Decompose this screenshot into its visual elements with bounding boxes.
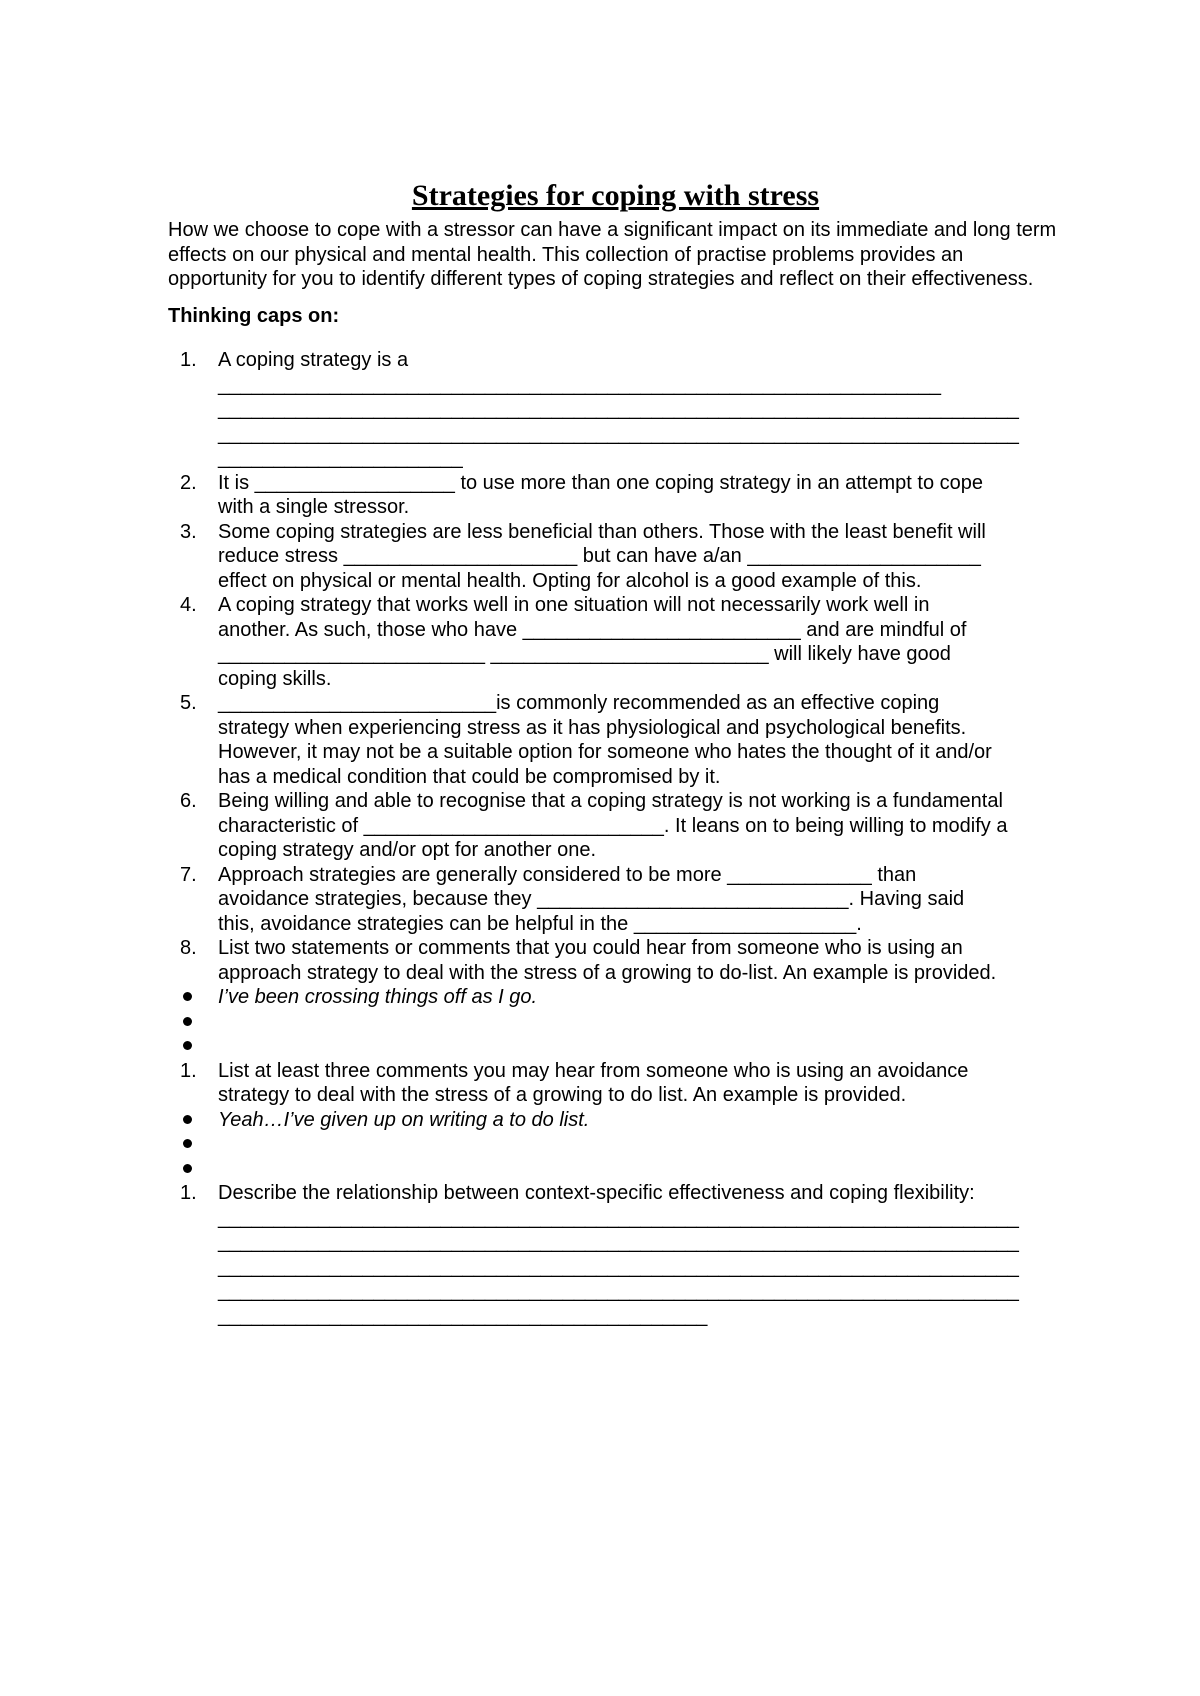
question-number: 2. bbox=[180, 471, 197, 494]
question-text: Some coping strategies are less beneficial than others. Those with the least benefit will bbox=[218, 520, 986, 543]
question-number: 1. bbox=[180, 349, 197, 371]
question-text: List two statements or comments that you could hear from someone who is using an bbox=[218, 937, 963, 959]
question-text: A coping strategy is a bbox=[218, 349, 409, 371]
question-3 bbox=[168, 520, 1063, 594]
question-text: ________________________ _________________________ will likely have good bbox=[218, 643, 951, 665]
question-number: 4. bbox=[180, 594, 197, 616]
question-text: strategy to deal with the stress of a growing to do list. An example is provided. bbox=[218, 1084, 907, 1106]
question-text: _________________________is commonly recommended as an effective coping bbox=[218, 692, 940, 714]
bullet-item-blank[interactable] bbox=[168, 1132, 1063, 1157]
question-9 bbox=[168, 1059, 1063, 1108]
section-heading: Thinking caps on: bbox=[168, 304, 340, 327]
question-text: However, it may not be a suitable option for someone who hates the thought of it and/or bbox=[218, 741, 992, 763]
question-text: another. As such, those who have _________________________ and are mindful of bbox=[218, 618, 967, 641]
question-text: Being willing and able to recognise that a coping strategy is not working is a fundamental bbox=[218, 790, 1003, 812]
answer-line[interactable]: ________________________________________________________________________ bbox=[218, 1231, 1019, 1253]
question-7 bbox=[168, 863, 1063, 937]
question-number: 1. bbox=[180, 1059, 197, 1082]
answer-line[interactable]: ____________________________________________ bbox=[218, 1304, 708, 1327]
bullet-item-blank[interactable] bbox=[168, 1034, 1063, 1059]
question-number: 8. bbox=[180, 937, 197, 959]
question-text: avoidance strategies, because they ____________________________. Having said bbox=[218, 888, 965, 910]
bullet-answer-space[interactable] bbox=[218, 1010, 1063, 1035]
bullet-icon bbox=[183, 1017, 192, 1026]
question-text: approach strategy to deal with the stress of a growing to do-list. An example is provided. bbox=[218, 961, 997, 984]
question-text: effect on physical or mental health. Opting for alcohol is a good example of this. bbox=[218, 569, 922, 592]
question-number: 6. bbox=[180, 790, 197, 812]
bullet-item-example bbox=[168, 985, 1063, 1010]
bullet-answer-space[interactable] bbox=[218, 1034, 1063, 1059]
question-text: coping skills. bbox=[218, 667, 332, 690]
question-6 bbox=[168, 789, 1063, 863]
bullet-answer-space[interactable] bbox=[218, 1132, 1063, 1157]
bullet-item-blank[interactable] bbox=[168, 1157, 1063, 1182]
question-text: List at least three comments you may hear from someone who is using an avoidance bbox=[218, 1059, 969, 1082]
question-4 bbox=[168, 593, 1063, 691]
question-text: It is __________________ to use more than one coping strategy in an attempt to cope bbox=[218, 471, 983, 494]
bullet-item-example bbox=[168, 1108, 1063, 1133]
example-answer: Yeah…I’ve given up on writing a to do list. bbox=[218, 1108, 590, 1131]
answer-line[interactable]: ______________________ bbox=[218, 447, 463, 469]
example-answer: I’ve been crossing things off as I go. bbox=[218, 986, 538, 1008]
bullet-icon bbox=[183, 1139, 192, 1148]
question-number: 1. bbox=[180, 1182, 197, 1204]
question-number: 3. bbox=[180, 520, 197, 543]
question-text: coping strategy and/or opt for another one. bbox=[218, 839, 597, 861]
question-text: this, avoidance strategies can be helpful in the ____________________. bbox=[218, 912, 862, 935]
question-text: has a medical condition that could be compromised by it. bbox=[218, 765, 721, 788]
question-text: Approach strategies are generally considered to be more _____________ than bbox=[218, 863, 917, 886]
page-title: Strategies for coping with stress bbox=[411, 179, 820, 212]
question-8 bbox=[168, 936, 1063, 985]
answer-line[interactable]: ________________________________________________________________________ bbox=[218, 1206, 1019, 1229]
question-text: with a single stressor. bbox=[218, 496, 410, 518]
question-text: reduce stress _____________________ but can have a/an _____________________ bbox=[218, 545, 981, 567]
question-text: strategy when experiencing stress as it has physiological and psychological benefits. bbox=[218, 716, 967, 739]
answer-line[interactable]: _________________________________________________________________ bbox=[218, 373, 941, 396]
bullet-item-blank[interactable] bbox=[168, 1010, 1063, 1035]
bullet-icon bbox=[183, 992, 192, 1001]
question-5 bbox=[168, 691, 1063, 789]
question-text: A coping strategy that works well in one situation will not necessarily work well in bbox=[218, 594, 930, 616]
answer-line[interactable]: ________________________________________________________________________ bbox=[218, 1255, 1019, 1278]
question-number: 5. bbox=[180, 692, 197, 714]
bullet-answer-space[interactable] bbox=[218, 1157, 1063, 1182]
bullet-icon bbox=[183, 1164, 192, 1173]
intro-paragraph: How we choose to cope with a stressor can have a significant impact on its immediate and long term effects on our physical and mental health. This collection of practise problems provides an opportunity for you to identify different types of coping strategies and reflect on their effectiveness. bbox=[168, 219, 1057, 290]
question-10 bbox=[168, 1181, 1063, 1328]
answer-line[interactable]: ________________________________________________________________________ bbox=[218, 398, 1019, 420]
worksheet-content bbox=[168, 178, 1063, 1328]
bullet-icon bbox=[183, 1115, 192, 1124]
question-text: Describe the relationship between context-specific effectiveness and coping flexibility: bbox=[218, 1182, 975, 1204]
question-text: characteristic of ___________________________. It leans on to being willing to modify a bbox=[218, 814, 1008, 837]
question-number: 7. bbox=[180, 863, 197, 886]
question-1 bbox=[168, 348, 1063, 471]
answer-line[interactable]: ________________________________________________________________________ bbox=[218, 1280, 1019, 1302]
bullet-icon bbox=[183, 1041, 192, 1050]
question-2 bbox=[168, 471, 1063, 520]
answer-line[interactable]: ________________________________________________________________________ bbox=[218, 422, 1019, 445]
